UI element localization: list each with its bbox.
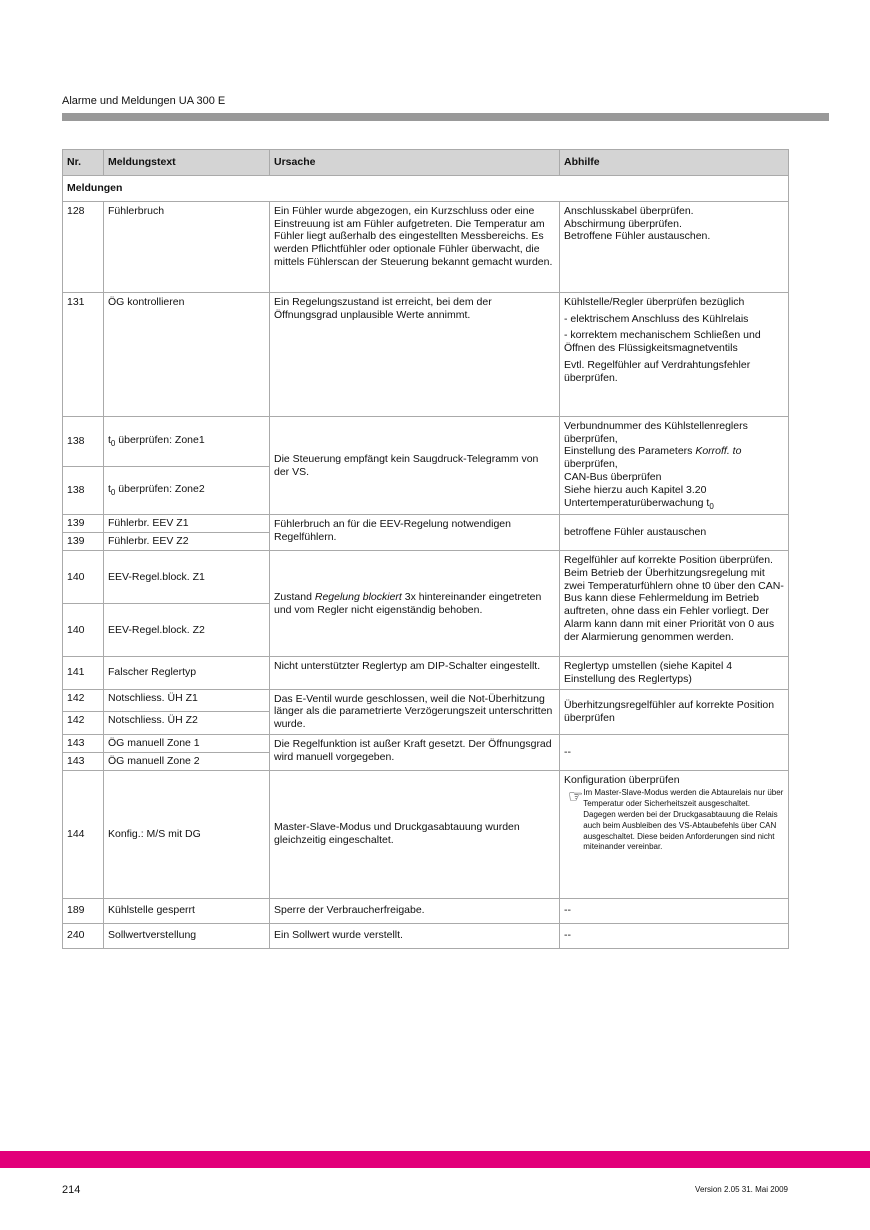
version-info: Version 2.05 31. Mai 2009 (695, 1185, 788, 1194)
table-row: 131 ÖG kontrollieren Ein Regelungszustand ist erreicht, bei dem der Öffnungsgrad unplausible Werte annimmt. Kühlstelle/Regler überprüfen bezüglich - elektrischem Anschluss des Kühlrelais - korrektem mechanischem Schließen und Öffnen des Flüssigkeitsmagnetventils Evtl. Regelfühler auf Verdrahtungsfehler überprüfen. (63, 292, 789, 416)
table-row: 140 EEV-Regel.block. Z2 (63, 604, 789, 657)
pointing-hand-icon: ☞ (568, 787, 584, 807)
col-nr: Nr. (63, 150, 104, 176)
table-header-row (63, 150, 789, 176)
table-row: 142 Notschliess. ÜH Z1 Das E-Ventil wurde geschlossen, weil die Not-Überhitzung länger als die parametrierte Verzögerungszeit unterschritten wurde. Überhitzungsregelfühler auf korrekte Position überprüfen (63, 689, 789, 712)
table-row: 140 EEV-Regel.block. Z1 Zustand Regelung blockiert 3x hintereinander eingetreten und vom Regler nicht eigenständig behoben. Regelfühler auf korrekte Position überprüfen. Beim Betrieb der Überhitzungsregelung mit zwei Temperaturfühlern ohne t0 über den CAN-Bus kann diese Fehlermeldung im Betrieb auftreten, ohne dass ein Fehler vorliegt. Der Alarm kann dann mit einer Priorität von 0 aus der Alarmierung genommen werden. (63, 551, 789, 604)
table-row: 138 $t_0$ überprüfen: Zone2 (63, 467, 789, 515)
col-fix: Abhilfe (560, 150, 789, 176)
table-row: 139 Fühlerbr. EEV Z1 Fühlerbruch an für die EEV-Regelung notwendigen Regelfühlern. betroffene Fühler austauschen (63, 515, 789, 533)
table-row: 138 $t_0$ überprüfen: Zone1 Die Steuerung empfängt kein Saugdruck-Telegramm von der VS. Verbundnummer des Kühlstellenreglers überprüfen, Einstellung des Parameters Korroff. to überprüfen, CAN-Bus überprüfen Siehe hierzu auch Kapitel 3.20 Untertemperaturüberwachung $t_0$ (63, 416, 789, 466)
section-title: Meldungen (63, 176, 789, 202)
table-row: 142 Notschliess. ÜH Z2 (63, 712, 789, 735)
table-row: 144 Konfig.: M/S mit DG Master-Slave-Modus und Druckgasabtauung wurden gleichzeitig eingeschaltet. Konfiguration überprüfen ☞ Im Master-Slave-Modus werden die Abtaurelais nur über Temperatur oder Sicherheitszeit ausgeschaltet. Dagegen werden bei der Druckgasabtauung die Relais auch beim Ausbleiben des VS-Abtaubefehls über CAN ausgeschaltet. Diese beiden Anforderungen sind nicht miteinander vereinbar. (63, 770, 789, 898)
table-row: 143 ÖG manuell Zone 2 (63, 752, 789, 770)
alarm-table (62, 149, 789, 949)
header-bar (62, 113, 829, 121)
hint-note: ☞ Im Master-Slave-Modus werden die Abtaurelais nur über Temperatur oder Sicherheitszeit ausgeschaltet. Dagegen werden bei der Druckgasabtauung die Relais auch beim Ausbleiben des VS-Abtaubefehls über CAN ausgeschaltet. Diese beiden Anforderungen sind nicht miteinander vereinbar. (564, 788, 784, 853)
table-row: 128 Fühlerbruch Ein Fühler wurde abgezogen, ein Kurzschluss oder eine Einstreuung ist am Fühler aufgetreten. Die Temperatur am Fühler liegt außerhalb des eingestellten Messbereichs. Es werden Pflichtfühler oder optionale Fühler überwacht, die mittels Fühlerscan der Steuerung bekannt gemacht wurden. Anschlusskabel überprüfen. Abschirmung überprüfen. Betroffene Fühler austauschen. (63, 201, 789, 292)
table-row: 143 ÖG manuell Zone 1 Die Regelfunktion ist außer Kraft gesetzt. Der Öffnungsgrad wird manuell vorgegeben. -- (63, 735, 789, 753)
table-row: 141 Falscher Reglertyp Nicht unterstützter Reglertyp am DIP-Schalter eingestellt. Reglertyp umstellen (siehe Kapitel 4 Einstellung des Reglertyps) (63, 657, 789, 690)
table-row: 189 Kühlstelle gesperrt Sperre der Verbraucherfreigabe. -- (63, 898, 789, 923)
table-row: 139 Fühlerbr. EEV Z2 (63, 533, 789, 551)
col-cause: Ursache (270, 150, 560, 176)
col-text: Meldungstext (104, 150, 270, 176)
footer-bar (0, 1151, 870, 1168)
table-row: 240 Sollwertverstellung Ein Sollwert wurde verstellt. -- (63, 923, 789, 948)
header-title: Alarme und Meldungen UA 300 E (62, 95, 226, 107)
page-number: 214 (62, 1184, 81, 1196)
